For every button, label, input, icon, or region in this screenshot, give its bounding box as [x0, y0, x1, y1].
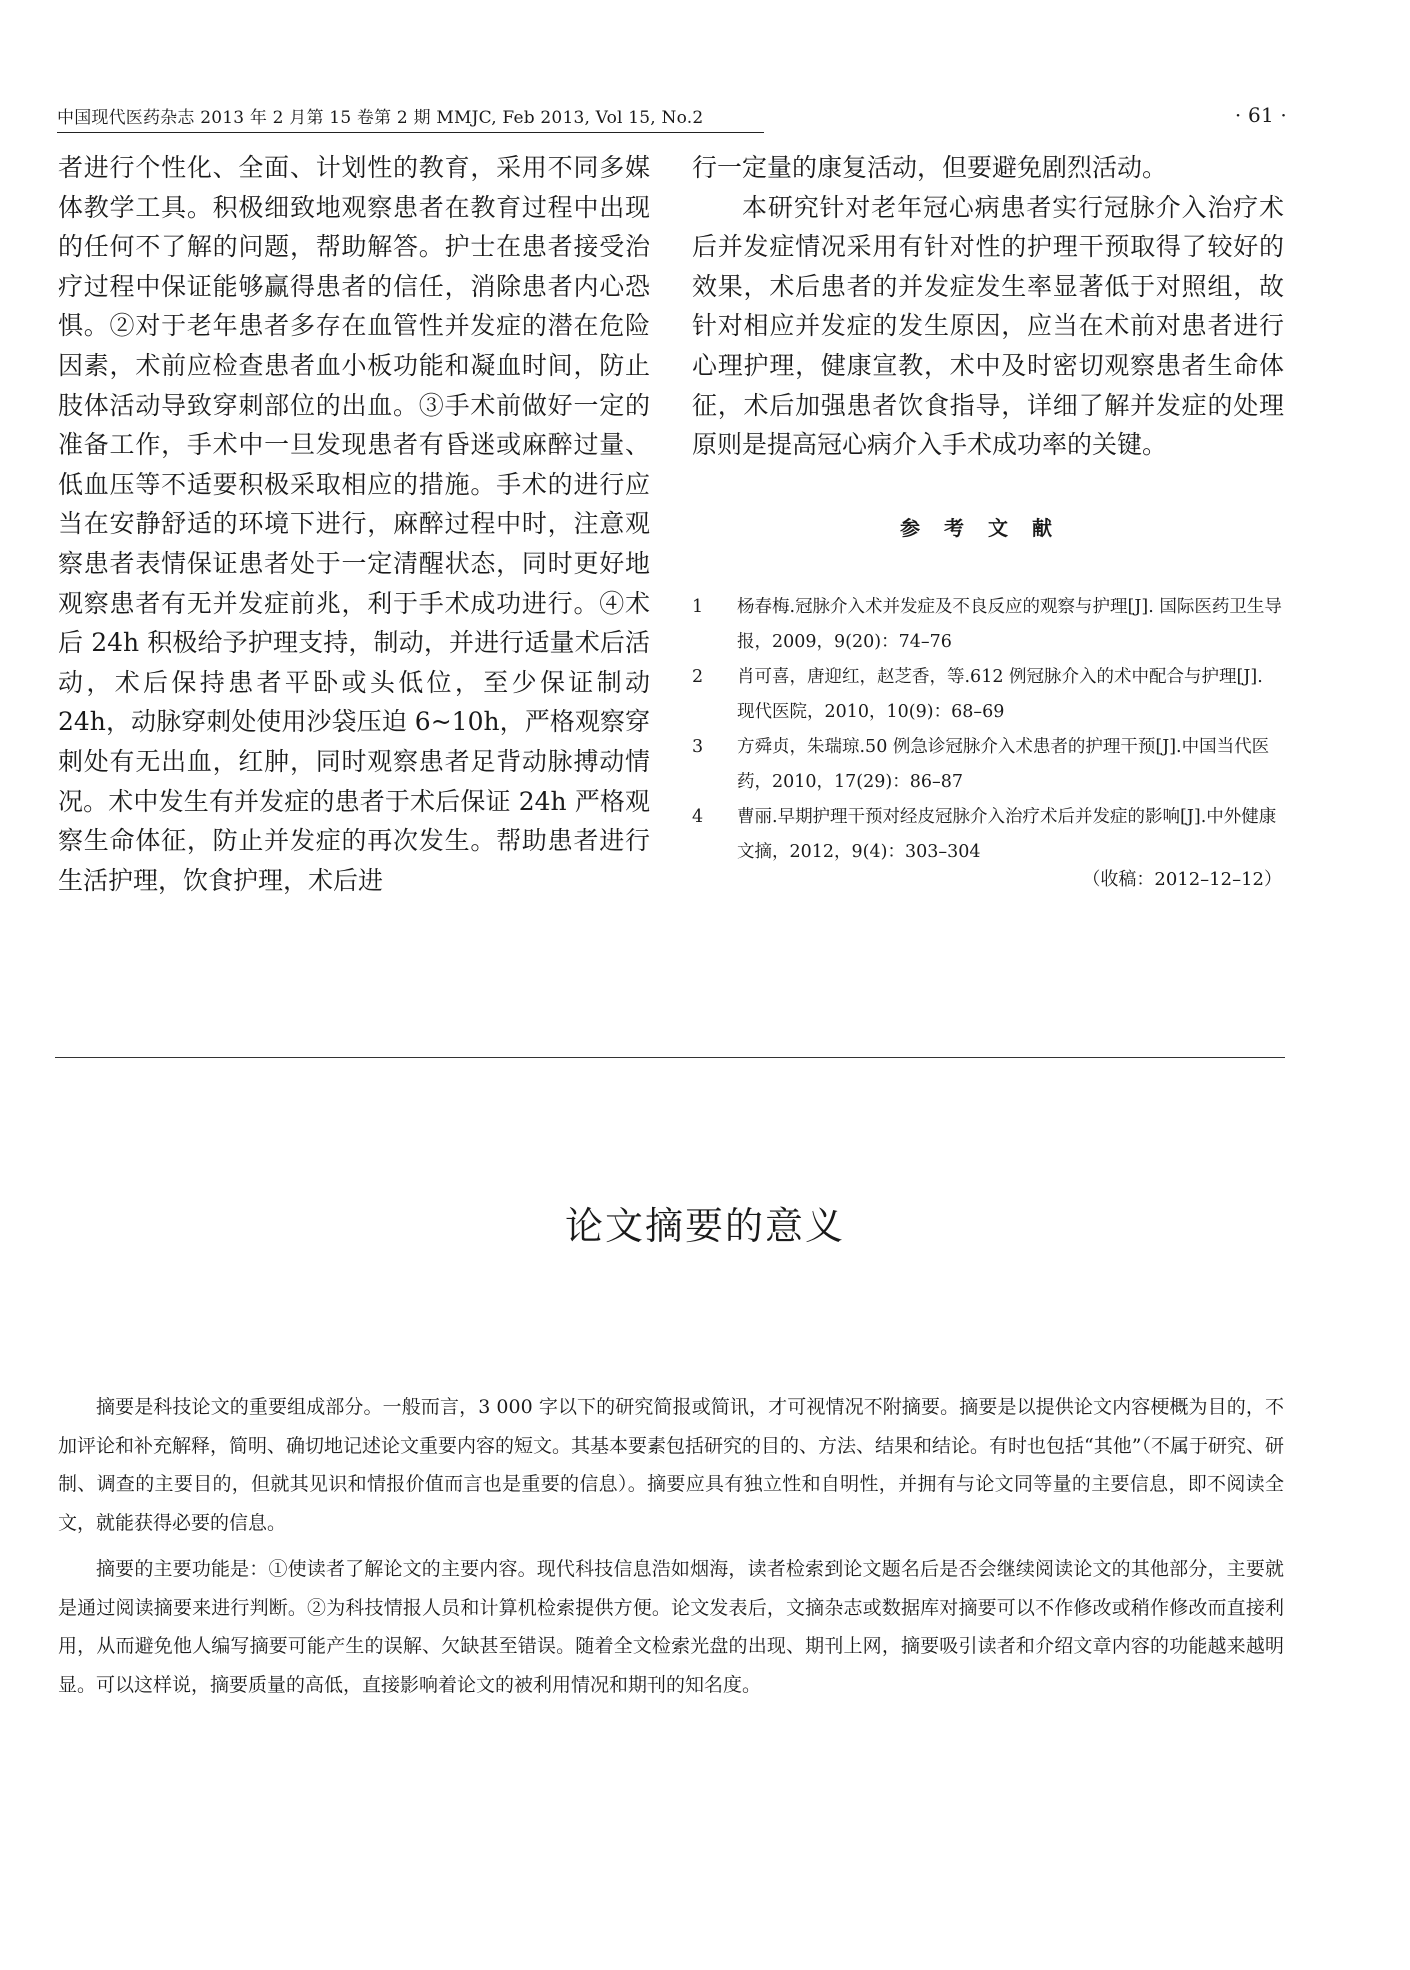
reference-item: [692, 800, 1284, 870]
section-divider: [55, 1057, 1285, 1058]
reference-item: [692, 660, 1284, 730]
left-column-text: 者进行个性化、全面、计划性的教育，采用不同多媒体教学工具。积极细致地观察患者在教育过程中出现的任何不了解的问题，帮助解答。护士在患者接受治疗过程中保证能够赢得患者的信任，消除患者内心恐惧。②对于老年患者多存在血管性并发症的潜在危险因素，术前应检查患者血小板功能和凝血时间，防止肢体活动导致穿刺部位的出血。③手术前做好一定的准备工作，手术中一旦发现患者有昏迷或麻醉过量、低血压等不适要积极采取相应的措施。手术的进行应当在安静舒适的环境下进行，麻醉过程中时，注意观察患者表情保证患者处于一定清醒状态，同时更好地观察患者有无并发症前兆，利于手术成功进行。④术后 24h 积极给予护理支持，制动，并进行适量术后活动，术后保持患者平卧或头低位，至少保证制动24h，动脉穿刺处使用沙袋压迫 6~10h，严格观察穿刺处有无出血，红肿，同时观察患者足背动脉搏动情况。术中发生有并发症的患者于术后保证 24h 严格观察生命体征，防止并发症的再次发生。帮助患者进行生活护理，饮食护理，术后进: [58, 153, 650, 895]
essay-title: 论文摘要的意义: [564, 1204, 845, 1248]
right-column: [692, 148, 1284, 465]
reference-number: 3: [692, 737, 704, 757]
reference-text: 肖可喜，唐迎红，赵芝香，等.612 例冠脉介入的术中配合与护理[J]. 现代医院，2010，10(9)：68–69: [737, 667, 1263, 722]
references-list: [692, 590, 1284, 870]
reference-number: 4: [692, 807, 704, 827]
reference-number: 1: [692, 597, 704, 617]
header-rule: [57, 132, 764, 133]
reference-number: 2: [692, 667, 704, 687]
essay-body: [58, 1388, 1284, 1712]
reference-item: [692, 590, 1284, 660]
running-header: [57, 103, 1287, 133]
left-column: [58, 148, 650, 900]
reference-text: 方舜贞，朱瑞琼.50 例急诊冠脉介入术患者的护理干预[J].中国当代医药，2010，17(29)：86–87: [737, 737, 1270, 792]
reference-text: 杨春梅.冠脉介入术并发症及不良反应的观察与护理[J]. 国际医药卫生导报，2009，9(20)：74–76: [737, 597, 1282, 652]
references-title: 参考文献: [900, 516, 1076, 540]
received-date: （收稿：2012–12–12）: [1082, 869, 1282, 890]
journal-info: 中国现代医药杂志 2013 年 2 月第 15 卷第 2 期 MMJC, Feb 2013, Vol 15, No.2: [57, 108, 704, 128]
right-column-continuation: 行一定量的康复活动，但要避免剧烈活动。: [692, 153, 1168, 182]
essay-paragraph: 摘要是科技论文的重要组成部分。一般而言，3 000 字以下的研究简报或简讯，才可视情况不附摘要。摘要是以提供论文内容梗概为目的，不加评论和补充解释，简明、确切地记述论文重要内容的短文。其基本要素包括研究的目的、方法、结果和结论。有时也包括“其他”（不属于研究、研制、调查的主要目的，但就其见识和情报价值而言也是重要的信息）。摘要应具有独立性和自明性，并拥有与论文同等量的主要信息，即不阅读全文，就能获得必要的信息。: [58, 1396, 1284, 1534]
conclusion-paragraph: 本研究针对老年冠心病患者实行冠脉介入治疗术后并发症情况采用有针对性的护理干预取得了较好的效果，术后患者的并发症发生率显著低于对照组，故针对相应并发症的发生原因，应当在术前对患者进行心理护理，健康宣教，术中及时密切观察患者生命体征，术后加强患者饮食指导，详细了解并发症的处理原则是提高冠心病介入手术成功率的关键。: [692, 192, 1284, 460]
page-number: · 61 ·: [1234, 103, 1287, 127]
reference-item: [692, 730, 1284, 800]
essay-paragraph: 摘要的主要功能是：①使读者了解论文的主要内容。现代科技信息浩如烟海，读者检索到论文题名后是否会继续阅读论文的其他部分，主要就是通过阅读摘要来进行判断。②为科技情报人员和计算机检索提供方便。论文发表后，文摘杂志或数据库对摘要可以不作修改或稍作修改而直接利用，从而避免他人编写摘要可能产生的误解、欠缺甚至错误。随着全文检索光盘的出现、期刊上网，摘要吸引读者和介绍文章内容的功能越来越明显。可以这样说，摘要质量的高低，直接影响着论文的被利用情况和期刊的知名度。: [58, 1558, 1284, 1696]
reference-text: 曹丽.早期护理干预对经皮冠脉介入治疗术后并发症的影响[J].中外健康文摘，2012，9(4)：303–304: [737, 807, 1277, 862]
